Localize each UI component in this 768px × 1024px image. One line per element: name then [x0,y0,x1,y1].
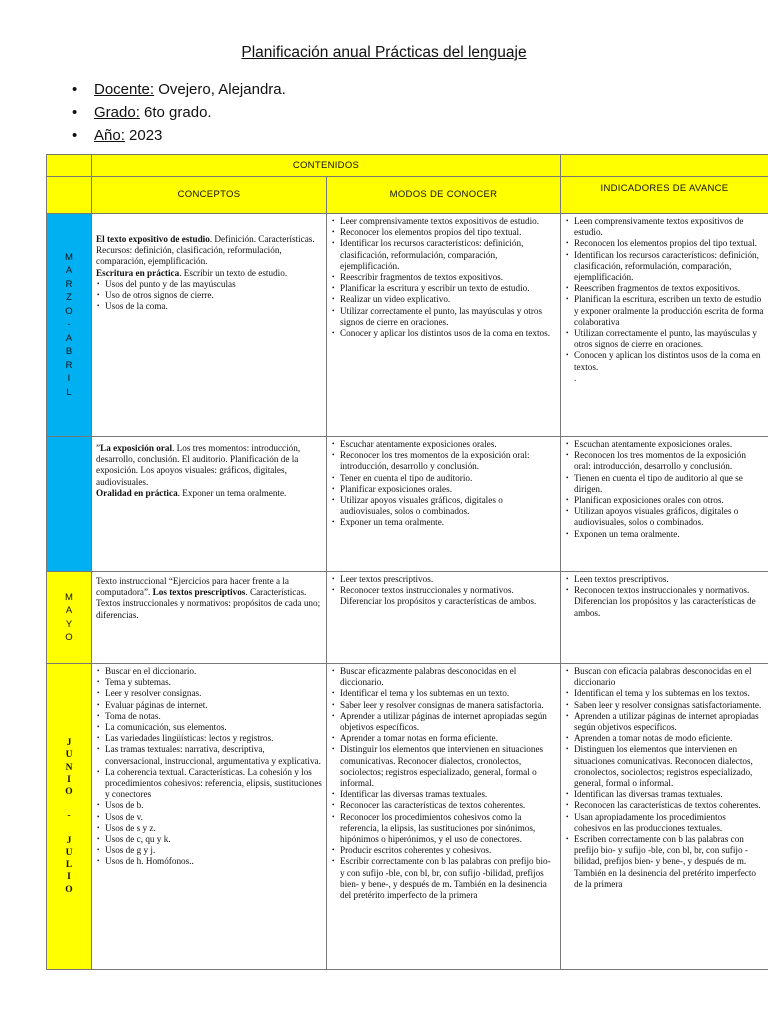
list-item: • Planifican exposiciones orales con otros. [565,495,764,506]
list-item: • Saben leer y resolver consignas satisfactoriamente. [565,700,764,711]
month-letter: R [65,359,73,371]
month-letter: U [65,848,73,858]
month-letter: - [67,319,71,331]
list-item: • Escriben correctamente con b las palabras con prefijo bio- y sufijo -ble, con bl, br, con sufijo -bilidad, prefijos bien- y bene-, y después de m. También en la desinencia del pretérito imperfecto de la primera [565,834,764,890]
list-item: • Distinguir los elementos que intervienen en situaciones comunicativas. Reconocer dialectos, cronolectos, sociolectos; registros especializado, general, formal o informal. [331,744,556,789]
month-letter: O [65,786,73,797]
list-item: • Conocer y aplicar los distintos usos de la coma en textos. [331,328,556,339]
list-item: • Escribir correctamente con b las palabras con prefijo bio- y con sufijo -ble, con bl, br, con sufijo -bilidad, prefijos bien- y bene-, y después de m. También en la desinencia del pretérito imperfecto de la primera [331,856,556,901]
list-item: • Identificar el tema y los subtemas en un texto. [331,688,556,699]
month-letter [47,798,91,810]
list-item: • Uso de otros signos de cierre. [96,290,322,301]
conceptos-cell: Texto instruccional “Ejercicios para hacer frente a la computadora”. Los textos prescriptivos. Características. Textos instruccionales y normativos: propósitos de cada uno; diferencias. [92,572,327,664]
month-cell [47,664,92,970]
indicadores-list [565,216,764,328]
month-letter: I [67,774,71,785]
list-item: • Planificar exposiciones orales. [331,484,556,495]
list-item: • Reconocen los tres momentos de la exposición oral: introducción, desarrollo y conclusión. [565,450,764,472]
modos-list [331,574,556,608]
month-letter: N [65,762,73,773]
list-item: • La coherencia textual. Características. La cohesión y los procedimientos cohesivos: referencia, elipsis, sustituciones y conectores [96,767,322,801]
list-item: • Planificar la escritura y escribir un texto de estudio. [331,283,556,294]
list-item: • Usos de v. [96,812,322,823]
month-letter: J [66,738,72,749]
month-letter: I [67,373,71,385]
month-letter: I [67,872,71,883]
list-item: • Reescribir fragmentos de textos expositivos. [331,272,556,283]
list-item: • Exponer un tema oralmente. [331,517,556,528]
info-anio: • Año: 2023 [72,127,163,144]
list-item: • Tema y subtemas. [96,677,322,688]
indicadores-list [565,666,764,744]
list-item: • Identifican las diversas tramas textuales. [565,789,764,800]
modos-list [331,216,556,306]
list-item: • Reconocer los procedimientos cohesivos como la referencia, la elipsis, las sustituciones por sinónimos, hipónimos o hiperónimos, y el uso de conectores. [331,812,556,846]
list-item: • Buscan con eficacia palabras desconocidas en el diccionario [565,666,764,688]
modos-list-2 [331,744,556,901]
conceptos-list [96,279,322,313]
list-item: • Escuchar atentamente exposiciones orales. [331,439,556,450]
corner-cell [47,155,92,177]
list-item: • Utilizar correctamente el punto, las mayúsculas y otros signos de cierre en oraciones. [331,306,556,328]
month-letter: Y [65,618,73,630]
list-item: • Realizar un video explicativo. [331,294,556,305]
modos-list [331,439,556,529]
list-item: • Leer textos prescriptivos. [331,574,556,585]
list-item: • Reconocen los elementos propios del tipo textual. [565,238,764,249]
indicadores-list [565,574,764,619]
info-grado: • Grado: 6to grado. [72,104,212,121]
indicadores-list-2 [565,744,764,890]
list-item: • Usos de g y j. [96,845,322,856]
modos-cell [327,437,561,572]
month-letter: A [65,605,73,616]
indicadores-cell [561,572,768,664]
indicadores-list-2 [565,328,764,373]
month-letter: O [65,305,73,317]
conceptos-cell [92,664,327,970]
list-item: • Leen comprensivamente textos expositivos de estudio. [565,216,764,238]
list-item: • Leen textos prescriptivos. [565,574,764,585]
list-item: • Aprenden a tomar notas de modo eficiente. [565,733,764,744]
list-item: • La comunicación, sus elementos. [96,722,322,733]
list-item: • Utilizan correctamente el punto, las mayúsculas y otros signos de cierre en oraciones. [565,328,764,350]
month-letter: O [65,884,73,895]
modos-list [331,666,556,744]
list-item: • Reescriben fragmentos de textos expositivos. [565,283,764,294]
list-item: • Saber leer y resolver consignas de manera satisfactoria. [331,700,556,711]
header-contenidos: CONTENIDOS [92,155,561,177]
list-item: • Producir escritos coherentes y cohesivos. [331,845,556,856]
list-item: • Exponen un tema oralmente. [565,529,764,540]
indicadores-cell [561,437,768,572]
month-letter: U [65,750,73,761]
list-item: • Usan apropiadamente los procedimientos cohesivos en las producciones textuales. [565,812,764,834]
month-letter: O [65,632,73,643]
list-item: • Usos de b. [96,800,322,811]
info-docente: • Docente: Ovejero, Alejandra. [72,81,286,98]
month-letter: R [65,278,73,290]
list-item: • Identifican los recursos característicos: definición, clasificación, reformulación, comparación, ejemplificación. [565,250,764,284]
list-item: • Reconocer los tres momentos de la exposición oral: introducción, desarrollo y conclusión. [331,450,556,472]
list-item: • Identificar las diversas tramas textuales. [331,789,556,800]
conceptos-list [96,666,322,722]
list-item: • Identifican el tema y los subtemas en los textos. [565,688,764,699]
list-item: • Toma de notas. [96,711,322,722]
modos-cell [327,664,561,970]
list-item: • Evaluar páginas de internet. [96,700,322,711]
list-item: • Reconocen las características de textos coherentes. [565,800,764,811]
month-letter: A [65,332,73,344]
list-item: • Buscar eficazmente palabras desconocidas en el diccionario. [331,666,556,688]
list-item: • Utilizan apoyos visuales gráficos, digitales o audiovisuales, solos o combinados. [565,506,764,528]
list-item: • Buscar en el diccionario. [96,666,322,677]
list-item: • Tener en cuenta el tipo de auditorio. [331,473,556,484]
list-item: • Usos del punto y de las mayúsculas [96,279,322,290]
month-letter: M [65,251,73,263]
list-item: • Las tramas textuales: narrativa, descriptiva, conversacional, instruccional, argumentativa y explicativa. [96,744,322,766]
list-item: • Reconocen textos instruccionales y normativos. Diferencian los propósitos y las características de ambos. [565,585,764,619]
month-letter: A [65,265,73,277]
list-item: • Aprender a tomar notas en forma eficiente. [331,733,556,744]
conceptos-list-2 [96,722,322,868]
list-item: • Aprenden a utilizar páginas de internet apropiadas según objetivos específicos. [565,711,764,733]
list-item: • Las variedades lingüísticas: lectos y registros. [96,733,322,744]
list-item: • Tienen en cuenta el tipo de auditorio al que se dirigen. [565,473,764,495]
month-cell [47,572,92,664]
modos-cell [327,214,561,437]
list-item: • Distinguen los elementos que intervienen en situaciones comunicativas. Reconocen dialectos, cronolectos, sociolectos; registros especializado, general, formal o informal. [565,744,764,789]
month-letter: J [66,835,72,846]
month-letter: B [65,346,73,358]
month-letter [47,823,91,835]
list-item: • Planifican la escritura, escriben un texto de estudio y exponer oralmente la producción escrita de forma colaborativa [565,294,764,328]
list-item: • Leer comprensivamente textos expositivos de estudio. [331,216,556,227]
month-cell [47,214,92,437]
info-list [72,78,286,147]
list-item: • Usos de h. Homófonos.. [96,856,322,867]
list-item: • Reconocer los elementos propios del tipo textual. [331,227,556,238]
list-item: • Usos de c, qu y k. [96,834,322,845]
planning-table [46,154,768,970]
list-item: • Usos de s y z. [96,823,322,834]
header-indicadores: INDICADORES DE AVANCE [561,177,768,214]
modos-cell [327,572,561,664]
month-cell-blank [47,437,92,572]
month-letter: L [65,860,73,871]
list-item: • Aprender a utilizar páginas de internet apropiadas según objetivos específicos. [331,711,556,733]
page-title: Planificación anual Prácticas del lenguaje [241,44,527,61]
header-conceptos: CONCEPTOS [92,177,327,214]
conceptos-cell: El texto expositivo de estudio. Definición. Características. Recursos: definición, clasificación, reformulación, comparación, ejemplificación. Escritura en práctica. Escribir un texto de estudio. • Usos del punto y de las mayúsculas • Uso de otros signos de cierre. • Usos de la coma. [92,214,327,437]
list-item: • Utilizar apoyos visuales gráficos, digitales o audiovisuales, solos o combinados. [331,495,556,517]
list-item: • Identificar los recursos característicos: definición, clasificación, reformulación, comparación, ejemplificación. [331,238,556,272]
indicadores-list [565,439,764,540]
header-modos: MODOS DE CONOCER [327,177,561,214]
list-item: • Leer y resolver consignas. [96,688,322,699]
list-item: • Reconocer las características de textos coherentes. [331,800,556,811]
list-item: • Usos de la coma. [96,301,322,312]
month-letter: - [67,811,71,822]
indicadores-cell [561,664,768,970]
list-item: • Escuchan atentamente exposiciones orales. [565,439,764,450]
month-letter: M [65,591,73,603]
indicadores-cell: • Leen comprensivamente textos expositivos de estudio. • Reconocen los elementos propios del tipo textual. • Identifican los recursos característicos: definición, clasificación, reformulación, comparación, ejemplificación. • Reescriben fragmentos de textos expositivos. • Planifican la escritura, escriben un texto de estudio y exponer oralmente la producción escrita de forma colaborativa • Utilizan correctamente el punto, las mayúsculas y otros signos de cierre en oraciones. • Conocen y aplican los distintos usos de la coma en textos. . [561,214,768,437]
list-item: • Reconocer textos instruccionales y normativos. Diferenciar los propósitos y características de ambos. [331,585,556,607]
header-blank [561,155,768,177]
conceptos-cell: ”La exposición oral. Los tres momentos: introducción, desarrollo, conclusión. El auditorio. Planificación de la exposición. Los apoyos visuales: gráficos, digitales, audiovisuales. Oralidad en práctica. Exponer un tema oralmente. [92,437,327,572]
modos-list-2 [331,306,556,340]
month-letter: L [66,386,72,398]
list-item: • Conocen y aplican los distintos usos de la coma en textos. [565,350,764,372]
corner-cell-2 [47,177,92,214]
month-letter: Z [66,292,72,304]
